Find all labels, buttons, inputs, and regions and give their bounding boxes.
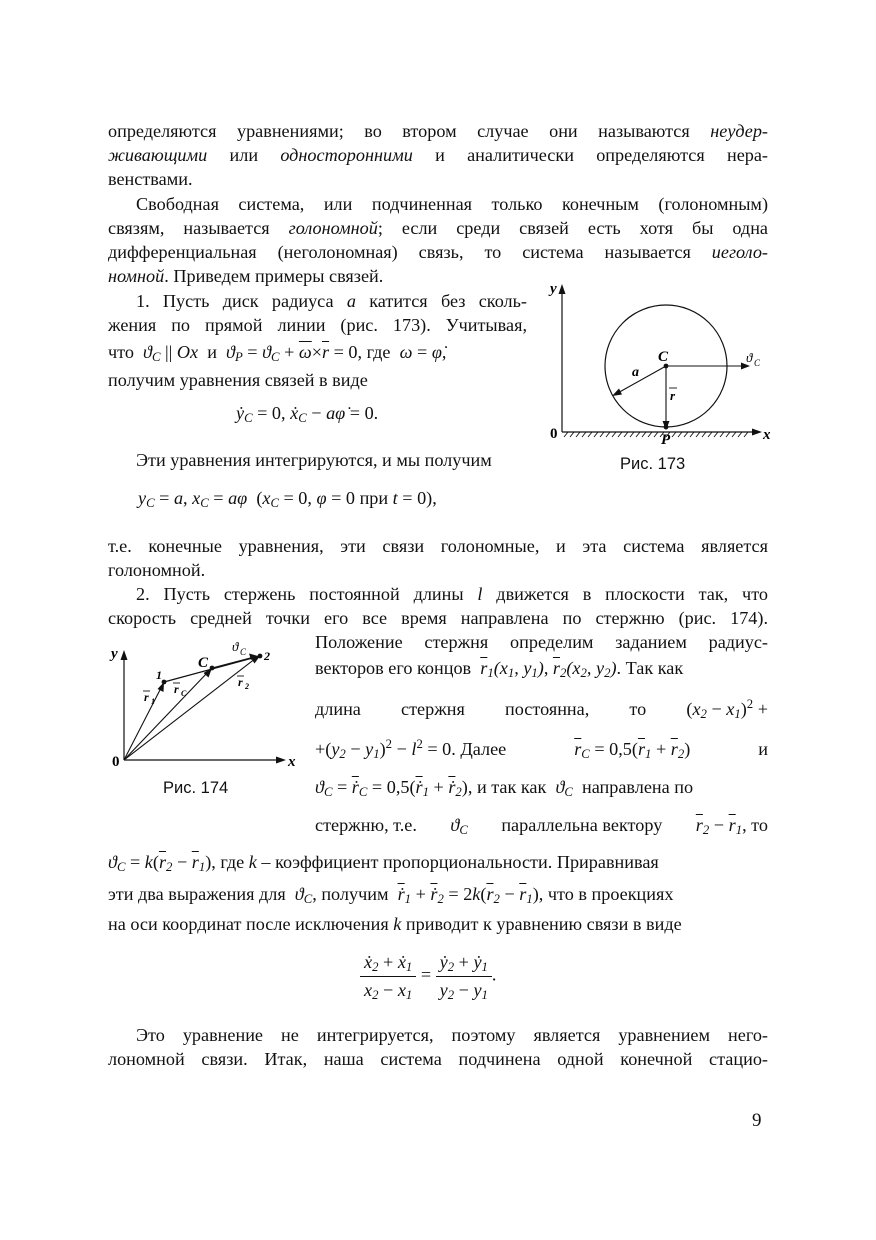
- text-line: Свободная система, или подчиненная только конечным (голономным): [136, 194, 768, 214]
- text-line-with-formula: $+(y_2 - y_1)^2 - l^2 = 0$. Далее $\overline{r}_C = 0,5(\overline{r}_1 + \overline{r}_2)$ и: [315, 737, 768, 761]
- text-line: на оси координат после исключения k приводит к уравнению связи в виде: [108, 914, 682, 934]
- figure-174: [108, 636, 308, 776]
- point-1: [162, 680, 167, 685]
- r2-subscript: 2: [245, 682, 249, 691]
- origin-label: 0: [112, 754, 120, 770]
- text-line: венствами.: [108, 169, 193, 189]
- text-line: Это уравнение не интегрируется, поэтому является уравнением него-: [136, 1025, 768, 1045]
- r2-label: r: [238, 675, 243, 689]
- text-line: лономной связи. Итак, наша система подчинена одной конечной стацио-: [108, 1049, 768, 1069]
- text-line: номной. Приведем примеры связей.: [108, 266, 384, 286]
- text-line-with-formula: векторов его концов $\overline{r}_1(x_1$, $y_1$), $\overline{r}_2(x_2$, $y_2$). Так как: [315, 658, 684, 680]
- point-1-label: 1: [156, 668, 162, 682]
- text-line: живающими или односторонними и аналитически определяются нера-: [108, 145, 768, 165]
- vector-rc: [124, 672, 208, 760]
- r-label: r: [670, 388, 676, 403]
- v-label: ϑ: [746, 350, 753, 365]
- text-line: жения по прямой линии (рис. 173). Учитывая,: [108, 315, 527, 335]
- x-label: x: [763, 427, 771, 443]
- formula-nonholonomic: $\frac{ẋ_2 + ẋ_1}{x_2 - x_1}$ = $\frac{ẏ_2 + ẏ_1}{y_2 - y_1}$ .: [360, 952, 496, 1001]
- text-line: определяются уравнениями; во втором случае они называются неудер-: [108, 121, 768, 141]
- contact-point: [664, 425, 669, 430]
- text-line: Положение стержня определим заданием радиус-: [315, 632, 768, 652]
- point-c: [210, 666, 215, 671]
- formula-constraints: ẏ$_C$ = 0, ẋ$_C$ − aφ̇ = 0.: [236, 403, 379, 425]
- c-label: C: [658, 349, 669, 365]
- text-line-with-formula: $ϑ_C = \overline{ṙ}_C = 0,5(\overline{ṙ}_1 + \overline{ṙ}_2)$, и так как $ϑ_C$ направлена по: [315, 777, 694, 799]
- a-label: a: [632, 365, 639, 380]
- x-axis-arrow-icon: [752, 429, 762, 436]
- text-line-with-formula: длина стержня постоянна, то $(x_2 - x_1)^2$ +: [315, 697, 768, 721]
- p-label: P: [661, 432, 671, 448]
- y-axis-arrow-icon: [121, 650, 128, 660]
- rc-label: r: [174, 682, 179, 696]
- origin-label: 0: [550, 426, 558, 442]
- formula-integrated: $y_C = a$, $x_C = a\varphi$ ($x_C = 0$, φ = 0 при t = 0),: [138, 488, 437, 510]
- v-subscript: C: [240, 647, 247, 657]
- arrow-icon: [612, 389, 622, 397]
- radius-a: [616, 366, 666, 394]
- r1-subscript: 1: [151, 697, 155, 706]
- ground-hatching: [564, 432, 748, 437]
- text-line-with-formula: стержню, т.е. $ϑ_C$ параллельна вектору $\overline{r}_2 - \overline{r}_1$, то: [315, 815, 768, 837]
- velocity-vector: [212, 657, 254, 668]
- r1-label: r: [144, 690, 149, 704]
- rc-subscript: C: [181, 689, 187, 698]
- text-line: голономной.: [108, 560, 206, 580]
- text-line-with-formula: $ϑ_C = k(\overline{r}_2 - \overline{r}_1)$, где k – коэффициент пропорциональности. Приравнивая: [108, 852, 659, 874]
- text-line: т.е. конечные уравнения, эти связи голономные, и эта система является: [108, 536, 768, 556]
- x-axis-arrow-icon: [276, 757, 286, 764]
- y-label: y: [550, 281, 557, 297]
- text-line: дифференциальная (неголономная) связь, то система называется иеголо-: [108, 242, 768, 262]
- y-label: y: [111, 646, 118, 662]
- figure-173-caption: Рис. 173: [620, 455, 686, 473]
- figure-173: [540, 278, 780, 448]
- text-line-with-formula: эти два выражения для $ϑ_C$, получим $\overline{ṙ}_1 + \overline{ṙ}_2 = 2k(\overline{r}_2 - \overline{r}_1)$, что в проекциях: [108, 884, 674, 906]
- c-label: C: [198, 655, 209, 671]
- text-line: связям, называется голономной; если среди связей есть хотя бы одна: [108, 218, 768, 238]
- text-line: скорость средней точки его все время направлена по стержню (рис. 174).: [108, 608, 768, 628]
- vector-r1: [124, 686, 162, 760]
- page-number: 9: [752, 1110, 762, 1131]
- point-2: [258, 654, 263, 659]
- text-line: 1. Пусть диск радиуса a катится без сколь-: [136, 291, 527, 311]
- text-line: получим уравнения связей в виде: [108, 370, 368, 390]
- vector-r2: [124, 658, 256, 760]
- x-label: x: [288, 754, 296, 770]
- y-axis-arrow-icon: [559, 284, 566, 294]
- figure-174-caption: Рис. 174: [163, 779, 229, 797]
- v-subscript: C: [754, 358, 761, 368]
- point-2-label: 2: [264, 649, 270, 663]
- text-line-with-formula: что $ϑ_C$ || Ox и $ϑ_P = ϑ_C + \overline{\omega}\times\overline{r} = 0$, где ω = φ̇,: [108, 342, 447, 364]
- text-line: Эти уравнения интегрируются, и мы получим: [136, 450, 492, 470]
- text-line: 2. Пусть стержень постоянной длины l движется в плоскости так, что: [136, 584, 769, 604]
- v-label: ϑ: [232, 639, 239, 654]
